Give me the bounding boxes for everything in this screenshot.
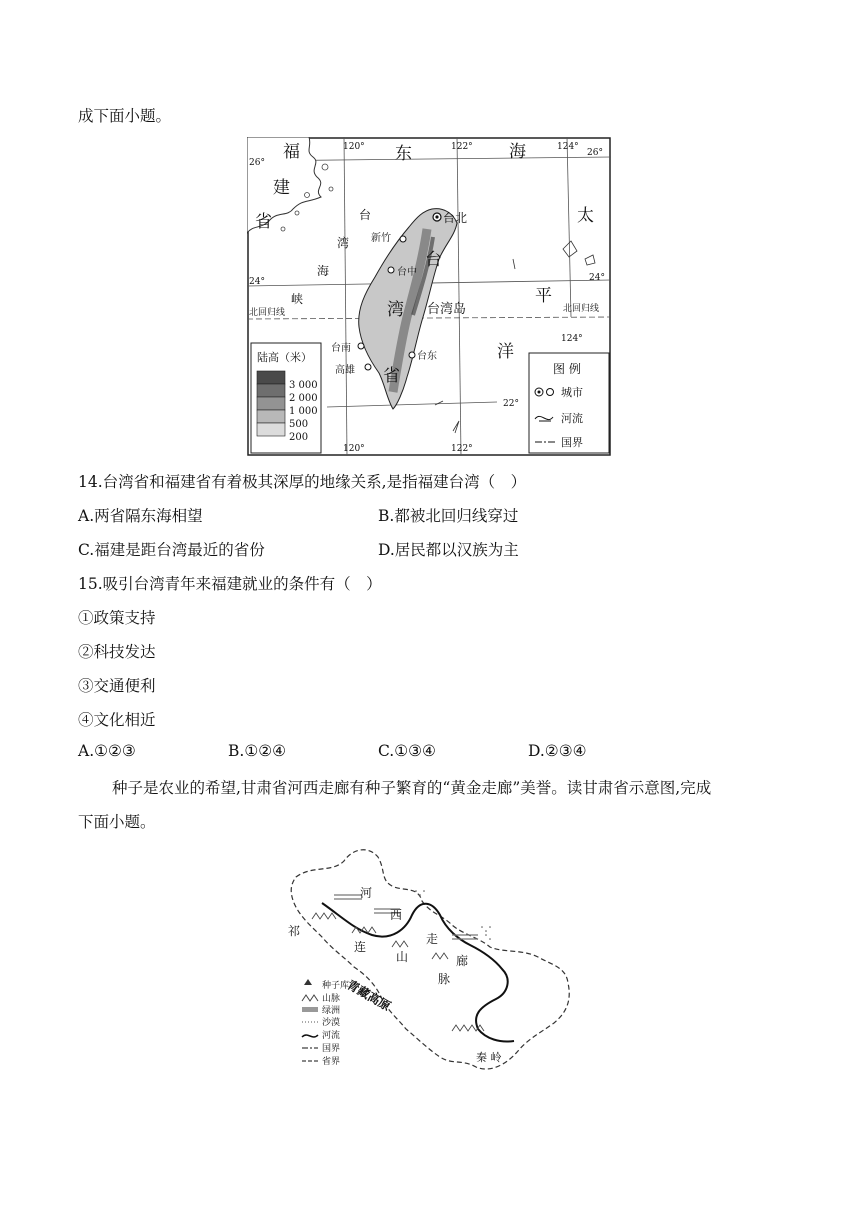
svg-text:种子库: 种子库 xyxy=(322,981,350,991)
svg-text:高雄: 高雄 xyxy=(335,365,355,376)
gansu-legend xyxy=(302,979,349,1067)
label-strait-4: 峡 xyxy=(291,292,304,306)
svg-text:绿洲: 绿洲 xyxy=(322,1006,341,1016)
lon-124-top: 124° xyxy=(557,142,579,152)
svg-text:500: 500 xyxy=(289,419,309,430)
label-zou: 走 xyxy=(426,932,439,946)
label-lian: 连 xyxy=(354,940,367,954)
q15-option-b[interactable]: B.①②④ xyxy=(228,742,287,760)
lon-122-top: 122° xyxy=(451,142,473,152)
lat-22: 22° xyxy=(503,399,519,409)
label-qi: 祁 xyxy=(288,924,301,938)
q15-option-a[interactable]: A.①②③ xyxy=(78,742,136,760)
svg-text:3 000: 3 000 xyxy=(289,380,318,391)
label-pacific-2: 平 xyxy=(535,286,552,306)
lat-24-left: 24° xyxy=(249,277,265,287)
lat-24-right: 24° xyxy=(589,273,605,283)
label-pacific-3: 洋 xyxy=(497,342,514,362)
q15-item-4: ④文化相近 xyxy=(78,711,156,729)
label-mai: 脉 xyxy=(438,972,451,986)
label-plateau: 青藏高原 xyxy=(344,977,394,1014)
svg-text:国界: 国界 xyxy=(322,1044,341,1054)
gansu-map xyxy=(282,843,578,1079)
label-he: 河 xyxy=(360,886,373,900)
q15-option-c[interactable]: C.①③④ xyxy=(378,742,436,760)
svg-text:河流: 河流 xyxy=(322,1031,341,1041)
lon-120-bottom: 120° xyxy=(343,444,365,454)
label-prov-1: 台 xyxy=(425,250,442,270)
svg-text:1 000: 1 000 xyxy=(289,406,318,417)
label-fujian-2: 建 xyxy=(273,178,290,198)
label-tropic-left: 北回归线 xyxy=(249,308,286,318)
label-qinling: 秦 岭 xyxy=(476,1051,502,1064)
label-strait-2: 湾 xyxy=(337,236,350,250)
lat-26-left: 26° xyxy=(249,158,265,168)
label-strait-1: 台 xyxy=(359,208,372,222)
svg-text:城市: 城市 xyxy=(561,386,583,399)
q15-item-2: ②科技发达 xyxy=(78,643,156,661)
q15-stem: 15.吸引台湾青年来福建就业的条件有（ ） xyxy=(78,575,382,593)
label-fujian-3: 省 xyxy=(255,212,272,232)
svg-text:图 例: 图 例 xyxy=(553,362,581,376)
svg-text:河流: 河流 xyxy=(561,412,583,425)
intro-line: 成下面小题。 xyxy=(78,107,172,125)
q15-option-d[interactable]: D.②③④ xyxy=(528,742,587,760)
label-strait-3: 海 xyxy=(317,264,330,278)
label-fujian-1: 福 xyxy=(283,142,300,162)
svg-text:台北: 台北 xyxy=(443,211,468,225)
passage-line-1: 种子是农业的希望,甘肃省河西走廊有种子繁育的“黄金走廊”美誉。读甘肃省示意图,完成 xyxy=(112,779,712,797)
map-legend xyxy=(529,353,609,453)
q14-option-c[interactable]: C.福建是距台湾最近的省份 xyxy=(78,541,265,559)
svg-text:台南: 台南 xyxy=(331,343,351,354)
svg-text:省界: 省界 xyxy=(322,1057,341,1067)
label-shan: 山 xyxy=(396,950,409,964)
label-taiwan-island: 台湾岛 xyxy=(427,302,467,317)
svg-text:陆高（米）: 陆高（米） xyxy=(257,351,312,364)
svg-text:山脉: 山脉 xyxy=(322,994,341,1004)
label-xi: 西 xyxy=(390,908,403,922)
label-lang: 廊 xyxy=(456,954,469,968)
label-east-sea-1: 东 xyxy=(395,144,412,164)
svg-text:新竹: 新竹 xyxy=(371,233,391,244)
q14-option-a[interactable]: A.两省隔东海相望 xyxy=(78,507,203,525)
q15-item-3: ③交通便利 xyxy=(78,677,156,695)
q14-option-b[interactable]: B.都被北回归线穿过 xyxy=(378,507,519,525)
lon-122-bottom: 122° xyxy=(451,444,473,454)
passage-line-2: 下面小题。 xyxy=(78,813,156,831)
q14-option-d[interactable]: D.居民都以汉族为主 xyxy=(378,541,519,559)
svg-text:台东: 台东 xyxy=(417,351,437,362)
svg-text:2 000: 2 000 xyxy=(289,393,318,404)
elevation-legend xyxy=(251,343,321,453)
lon-124-right: 124° xyxy=(561,334,583,344)
label-prov-3: 省 xyxy=(383,366,400,386)
lon-120-top: 120° xyxy=(343,142,365,152)
label-prov-2: 湾 xyxy=(387,300,404,320)
q15-item-1: ①政策支持 xyxy=(78,609,156,627)
q14-stem: 14.台湾省和福建省有着极其深厚的地缘关系,是指福建台湾（ ） xyxy=(78,473,527,491)
svg-text:国界: 国界 xyxy=(561,436,583,449)
svg-text:台中: 台中 xyxy=(397,267,417,278)
svg-text:200: 200 xyxy=(289,432,309,443)
label-pacific-1: 太 xyxy=(577,206,594,226)
label-tropic-right: 北回归线 xyxy=(563,304,600,314)
lat-26-right: 26° xyxy=(587,148,603,158)
svg-text:沙漠: 沙漠 xyxy=(322,1018,341,1028)
taiwan-map xyxy=(247,137,611,456)
label-east-sea-2: 海 xyxy=(509,142,526,162)
